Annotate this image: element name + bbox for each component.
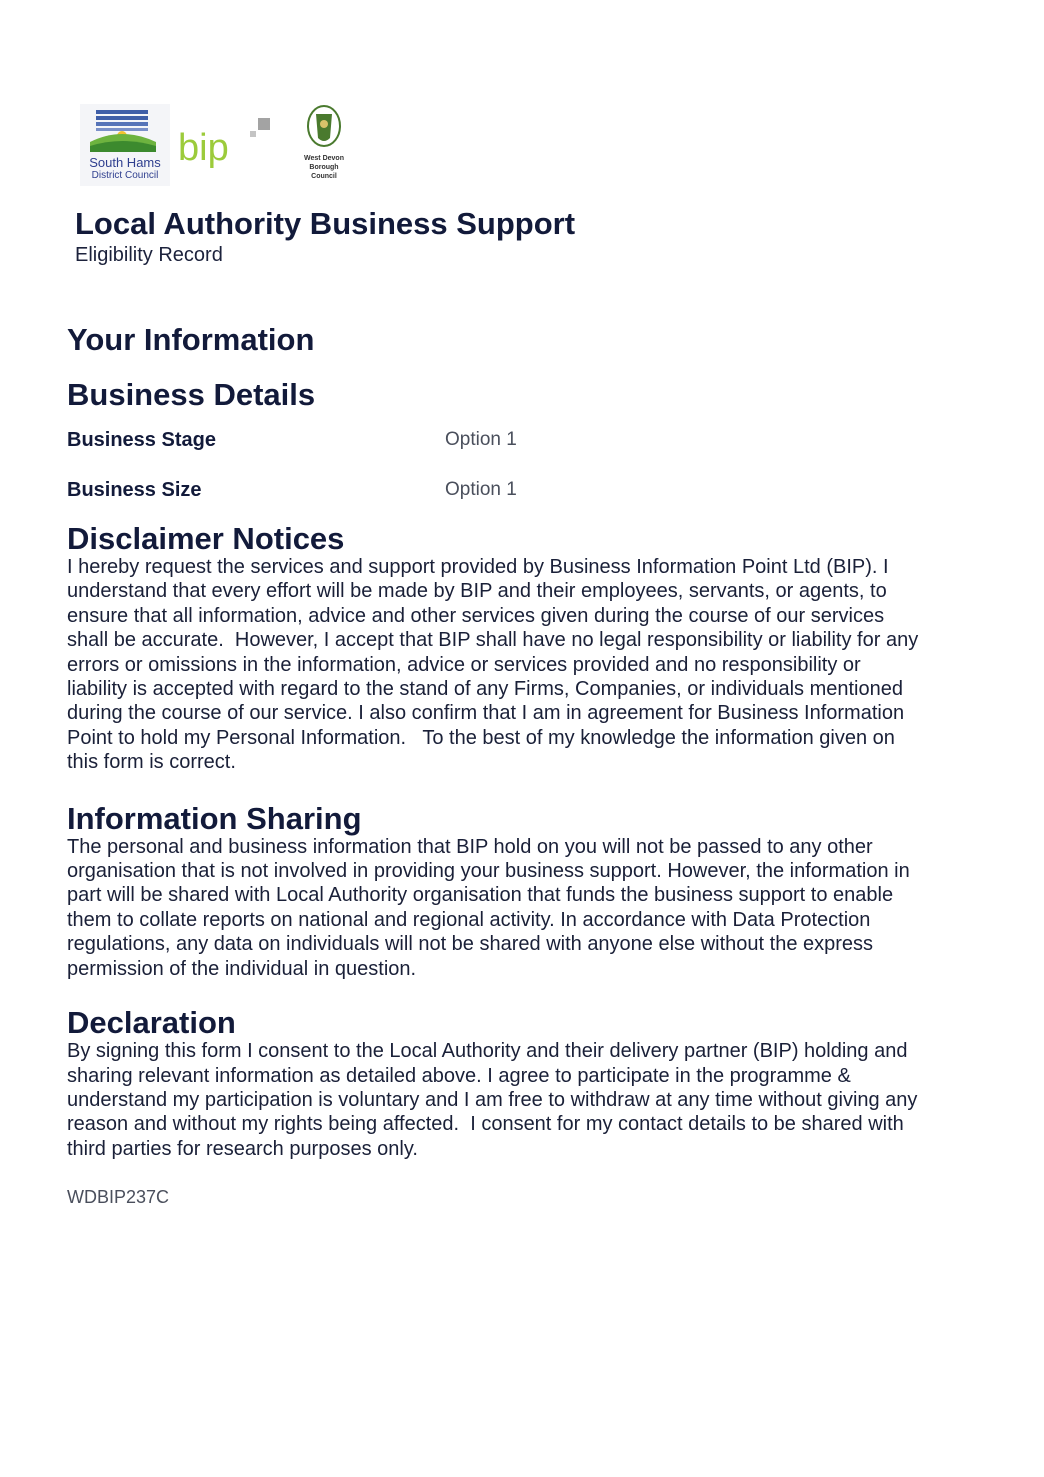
disclaimer-line: this form is correct. (67, 751, 236, 774)
sharing-line: regulations, any data on individuals will not be shared with anyone else without the express (67, 933, 874, 956)
business-size-row (67, 475, 987, 505)
business-size-label: Business Size (67, 478, 202, 501)
west-devon-logo (298, 104, 350, 186)
document-subtitle: Eligibility Record (75, 244, 223, 266)
svg-text:South Hams: South Hams (89, 155, 161, 170)
svg-text:Borough: Borough (309, 164, 339, 171)
disclaimer-text (67, 555, 987, 775)
declaration-line: understand my participation is voluntary and I am free to withdraw at any time without giving any (67, 1088, 918, 1111)
disclaimer-line: understand that every effort will be made by BIP and their employees, servants, or agents, to (67, 580, 887, 603)
bip-logo (178, 118, 274, 168)
svg-text:District Council: District Council (91, 170, 159, 181)
west-devon-crest-icon (298, 104, 350, 186)
svg-text:West Devon: West Devon (304, 155, 344, 162)
disclaimer-line: I hereby request the services and support provided by Business Information Point Ltd (BIP). I (67, 556, 889, 578)
bip-mark-icon (178, 118, 274, 168)
disclaimer-line: during the course of our service. I also confirm that I am in agreement for Business Information (67, 702, 905, 725)
declaration-line: reason and without my rights being affected. I consent for my contact details to be shared with (67, 1113, 904, 1136)
sharing-line: them to collate reports on national and regional activity. In accordance with Data Protection (67, 908, 871, 931)
declaration-heading: Declaration (67, 1005, 236, 1041)
business-stage-value: Option 1 (445, 429, 517, 450)
south-hams-emblem-icon (80, 104, 170, 186)
information-sharing-heading: Information Sharing (67, 800, 362, 836)
document-header (75, 206, 575, 268)
declaration-text (67, 1039, 987, 1161)
your-information-heading: Your Information (67, 322, 315, 357)
disclaimer-line: errors or omissions in the information, advice or services provided and no responsibility or (67, 653, 861, 676)
disclaimer-line: ensure that all information, advice and other services given during the course of our services (67, 604, 885, 627)
form-reference-code: WDBIP237C (67, 1187, 170, 1208)
business-stage-label: Business Stage (67, 428, 216, 451)
document-title: Local Authority Business Support (75, 206, 576, 241)
sharing-line: organisation that is not involved in providing your business support. However, the information in (67, 860, 910, 883)
disclaimer-heading: Disclaimer Notices (67, 521, 345, 556)
disclaimer-line: shall be accurate. However, I accept that BIP shall have no legal responsibility or liability for any (67, 629, 919, 652)
svg-text:bip: bip (178, 127, 229, 168)
sharing-line: permission of the individual in question. (67, 957, 417, 980)
south-hams-logo (80, 104, 170, 186)
business-size-value: Option 1 (445, 479, 517, 500)
sharing-line: The personal and business information that BIP hold on you will not be passed to any other (67, 835, 873, 858)
disclaimer-line: Point to hold my Personal Information. To the best of my knowledge the information given on (67, 726, 895, 749)
svg-text:Council: Council (311, 173, 337, 180)
disclaimer-line: liability is accepted with regard to the stand of any Firms, Companies, or individuals mentioned (67, 678, 903, 701)
business-details-heading: Business Details (67, 377, 316, 412)
information-sharing-text (67, 835, 987, 981)
declaration-line: By signing this form I consent to the Local Authority and their delivery partner (BIP) holding and (67, 1040, 908, 1063)
declaration-line: sharing relevant information as detailed above. I agree to participate in the programme & (67, 1064, 851, 1087)
business-stage-row (67, 425, 987, 455)
sharing-line: part will be shared with Local Authority organisation that funds the business support to enable (67, 884, 894, 907)
logo-strip (80, 104, 380, 186)
declaration-line: third parties for research purposes only. (67, 1137, 418, 1160)
form-content (67, 320, 987, 1208)
